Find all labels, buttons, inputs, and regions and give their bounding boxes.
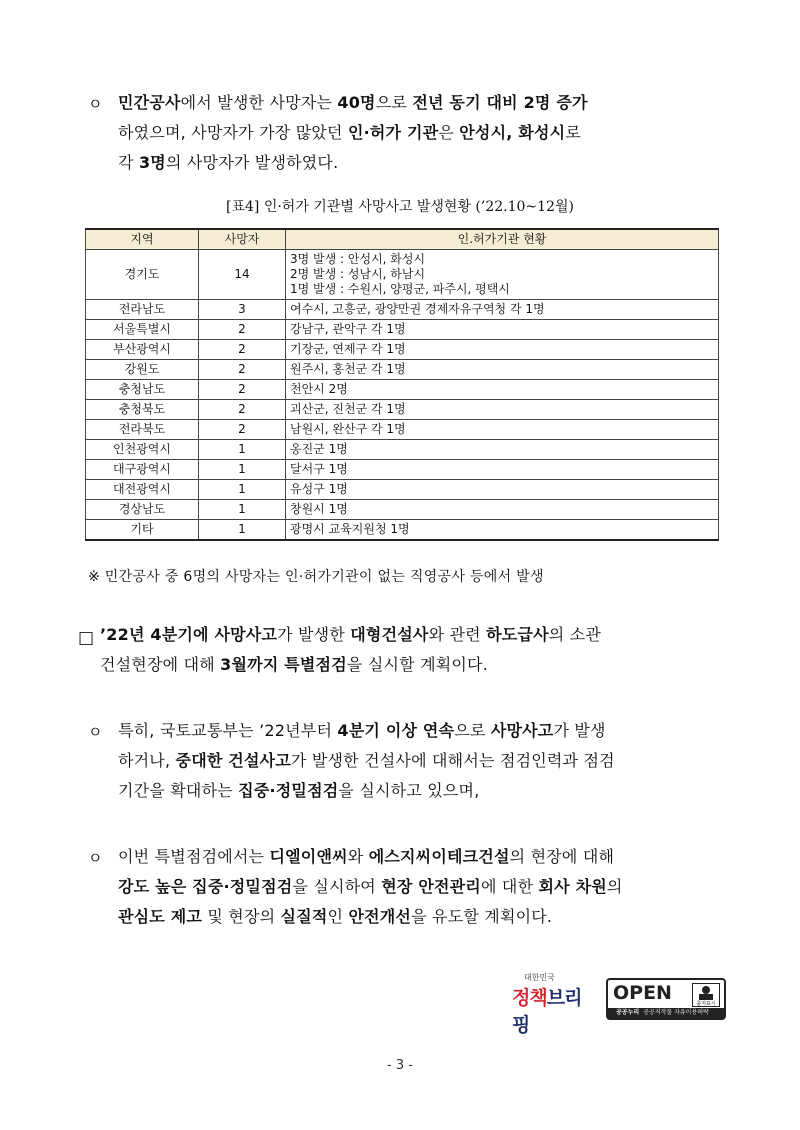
cell-detail: 여수시, 고흥군, 광양만권 경제자유구역청 각 1명 xyxy=(286,300,719,320)
square-bullet-icon: □ xyxy=(78,628,95,648)
text-line xyxy=(118,746,748,776)
plain-phrase: 로 xyxy=(565,123,581,142)
bold-phrase: 현장 안전관리 xyxy=(381,877,481,896)
cell-region: 경기도 xyxy=(86,250,199,300)
cell-detail: 유성구 1명 xyxy=(286,480,719,500)
table-row xyxy=(86,460,719,480)
bold-phrase: 집중·정밀점검 xyxy=(238,781,339,800)
open-text: OPEN xyxy=(613,982,672,1004)
cell-region: 대구광역시 xyxy=(86,460,199,480)
cell-region: 전라남도 xyxy=(86,300,199,320)
cell-deaths: 2 xyxy=(199,380,286,400)
bold-phrase: 강도 높은 집중·정밀점검 xyxy=(118,877,293,896)
paragraph-text xyxy=(118,842,748,932)
logo-red-part: 정책 xyxy=(512,987,547,1009)
text-line xyxy=(118,902,748,932)
bold-phrase: ’22년 4분기에 xyxy=(100,625,215,644)
plain-phrase: 의 현장에 대해 xyxy=(509,847,615,866)
paragraph-text xyxy=(118,88,748,178)
logo-blue-part: 브리핑 xyxy=(512,987,582,1036)
circle-bullet-icon: ㅇ xyxy=(88,849,103,867)
table-row xyxy=(86,360,719,380)
bold-phrase: 안성시, 화성시 xyxy=(459,123,566,142)
text-line xyxy=(118,842,748,872)
policy-briefing-logo xyxy=(510,972,598,1036)
cell-detail: 남원시, 완산구 각 1명 xyxy=(286,420,719,440)
plain-phrase: 으로 xyxy=(375,93,413,112)
cell-deaths: 2 xyxy=(199,360,286,380)
cell-deaths: 14 xyxy=(199,250,286,300)
detail-line: 1명 발생 : 수원시, 양평군, 파주시, 평택시 xyxy=(290,282,510,296)
table-caption: [표4] 인·허가 기관별 사망사고 발생현황 (’22.10~12월) xyxy=(226,199,574,215)
plain-phrase: 으로 xyxy=(454,721,491,740)
header-deaths: 사망자 xyxy=(199,229,286,250)
plain-phrase: 와 xyxy=(347,847,369,866)
cell-deaths: 1 xyxy=(199,480,286,500)
bold-phrase: 3월까지 특별점검 xyxy=(220,655,347,674)
cell-deaths: 1 xyxy=(199,440,286,460)
table-row xyxy=(86,340,719,360)
bold-phrase: 4분기 이상 연속 xyxy=(337,721,455,740)
cell-region: 인천광역시 xyxy=(86,440,199,460)
plain-phrase: 건설현장에 대해 xyxy=(100,655,221,674)
bold-phrase: 관심도 제고 xyxy=(118,907,203,926)
bold-phrase: 에스지씨이테크건설 xyxy=(368,847,510,866)
circle-bullet-icon: ㅇ xyxy=(88,95,103,113)
cell-region: 부산광역시 xyxy=(86,340,199,360)
plain-phrase: 하였으며, 사망자가 가장 많았던 xyxy=(118,123,348,142)
page-number: - 3 - xyxy=(387,1058,413,1073)
plain-phrase: 가 발생한 건설사에 대해서는 점검인력과 점검 xyxy=(290,751,615,770)
deaths-by-authority-table xyxy=(85,228,719,541)
plain-phrase: 은 xyxy=(438,123,460,142)
paragraph-text xyxy=(118,716,748,806)
cell-detail: 괴산군, 진천군 각 1명 xyxy=(286,400,719,420)
plain-phrase: 의 xyxy=(606,877,623,896)
cell-detail: 옹진군 1명 xyxy=(286,440,719,460)
plain-phrase: 기간을 확대하는 xyxy=(118,781,239,800)
cell-detail xyxy=(286,250,719,300)
circle-bullet-icon: ㅇ xyxy=(88,723,103,741)
cell-region: 기타 xyxy=(86,520,199,541)
plain-phrase: 을 실시하여 xyxy=(292,877,382,896)
bold-phrase: 사망사고 xyxy=(490,721,554,740)
text-line xyxy=(118,148,748,178)
cell-region: 충청북도 xyxy=(86,400,199,420)
cell-region: 대전광역시 xyxy=(86,480,199,500)
bold-phrase: 대형건설사 xyxy=(350,625,429,644)
license-desc: 공공저작물 자유이용허락 xyxy=(643,1009,709,1016)
license-bar xyxy=(608,1008,724,1018)
text-line xyxy=(118,872,748,902)
cell-region: 경상남도 xyxy=(86,500,199,520)
plain-phrase: 을 실시하고 있으며, xyxy=(338,781,480,800)
cell-region: 충청남도 xyxy=(86,380,199,400)
table-row xyxy=(86,320,719,340)
cell-detail: 강남구, 관악구 각 1명 xyxy=(286,320,719,340)
cell-deaths: 2 xyxy=(199,420,286,440)
plain-phrase: 에서 발생한 사망자는 xyxy=(180,93,338,112)
plain-phrase: 을 실시할 계획이다. xyxy=(346,655,488,674)
table-row xyxy=(86,400,719,420)
license-name: 공공누리 xyxy=(616,1009,640,1016)
cell-detail: 천안시 2명 xyxy=(286,380,719,400)
plain-phrase: 하거나, xyxy=(118,751,176,770)
cell-deaths: 1 xyxy=(199,460,286,480)
text-line xyxy=(100,620,740,650)
plain-phrase: 및 현장의 xyxy=(202,907,281,926)
table-row xyxy=(86,520,719,541)
attribution-tag: 출처표시 xyxy=(696,1001,716,1007)
table-note: ※ 민간공사 중 6명의 사망자는 인·허가기관이 없는 직영공사 등에서 발생 xyxy=(88,569,544,585)
plain-phrase: 이번 특별점검에서는 xyxy=(118,847,270,866)
plain-phrase: 인 xyxy=(327,907,349,926)
bold-phrase: 안전개선 xyxy=(348,907,412,926)
plain-phrase: 각 xyxy=(118,153,139,172)
cell-detail: 기장군, 연제구 각 1명 xyxy=(286,340,719,360)
bold-phrase: 인·허가 기관 xyxy=(347,123,439,142)
header-region: 지역 xyxy=(86,229,199,250)
text-line xyxy=(118,776,748,806)
cell-detail: 창원시 1명 xyxy=(286,500,719,520)
text-line xyxy=(100,650,740,680)
text-line xyxy=(118,716,748,746)
bold-phrase: 3명 xyxy=(138,153,166,172)
plain-phrase: 가 발생한 xyxy=(277,625,351,644)
bold-phrase: 하도급사 xyxy=(486,625,549,644)
cell-deaths: 1 xyxy=(199,520,286,541)
cell-deaths: 2 xyxy=(199,340,286,360)
plain-phrase: 을 유도할 계획이다. xyxy=(411,907,553,926)
table-row xyxy=(86,500,719,520)
cell-region: 서울특별시 xyxy=(86,320,199,340)
cell-deaths: 3 xyxy=(199,300,286,320)
logo-small-text: 대한민국 xyxy=(524,973,555,982)
bold-phrase: 민간공사 xyxy=(118,93,181,112)
plain-phrase: 에 대한 xyxy=(480,877,539,896)
bold-phrase: 사망사고 xyxy=(214,625,278,644)
text-line xyxy=(118,118,748,148)
bold-phrase: 중대한 건설사고 xyxy=(175,751,291,770)
cell-deaths: 2 xyxy=(199,320,286,340)
table-row xyxy=(86,300,719,320)
table-row xyxy=(86,480,719,500)
logo-big-text xyxy=(512,983,598,1037)
plain-phrase: 가 발생 xyxy=(553,721,606,740)
table-row xyxy=(86,380,719,400)
cell-detail: 광명시 교육지원청 1명 xyxy=(286,520,719,541)
text-line xyxy=(118,88,748,118)
bold-phrase: 디엘이앤씨 xyxy=(269,847,348,866)
cell-detail: 원주시, 홍천군 각 1명 xyxy=(286,360,719,380)
kogl-open-license-badge xyxy=(606,978,726,1020)
detail-line: 2명 발생 : 성남시, 하남시 xyxy=(290,267,426,281)
bold-phrase: 전년 동기 대비 2명 증가 xyxy=(412,93,588,112)
cell-deaths: 2 xyxy=(199,400,286,420)
plain-phrase: 특히, 국토교통부는 ’22년부터 xyxy=(118,721,338,740)
bold-phrase: 40명 xyxy=(337,93,376,112)
cell-region: 전라북도 xyxy=(86,420,199,440)
header-authority: 인.허가기관 현황 xyxy=(286,229,719,250)
bold-phrase: 회사 차원 xyxy=(538,877,607,896)
cell-region: 강원도 xyxy=(86,360,199,380)
table-row xyxy=(86,420,719,440)
detail-line: 3명 발생 : 안성시, 화성시 xyxy=(290,252,426,266)
plain-phrase: 의 사망자가 발생하였다. xyxy=(165,153,339,172)
plain-phrase: 의 소관 xyxy=(548,625,601,644)
table-row xyxy=(86,250,719,300)
cell-deaths: 1 xyxy=(199,500,286,520)
paragraph-text xyxy=(100,620,740,680)
cell-detail: 달서구 1명 xyxy=(286,460,719,480)
bold-phrase: 실질적 xyxy=(280,907,328,926)
plain-phrase: 와 관련 xyxy=(428,625,487,644)
attribution-person-icon xyxy=(692,983,720,1007)
table-row xyxy=(86,440,719,460)
table-header-row xyxy=(86,229,719,250)
